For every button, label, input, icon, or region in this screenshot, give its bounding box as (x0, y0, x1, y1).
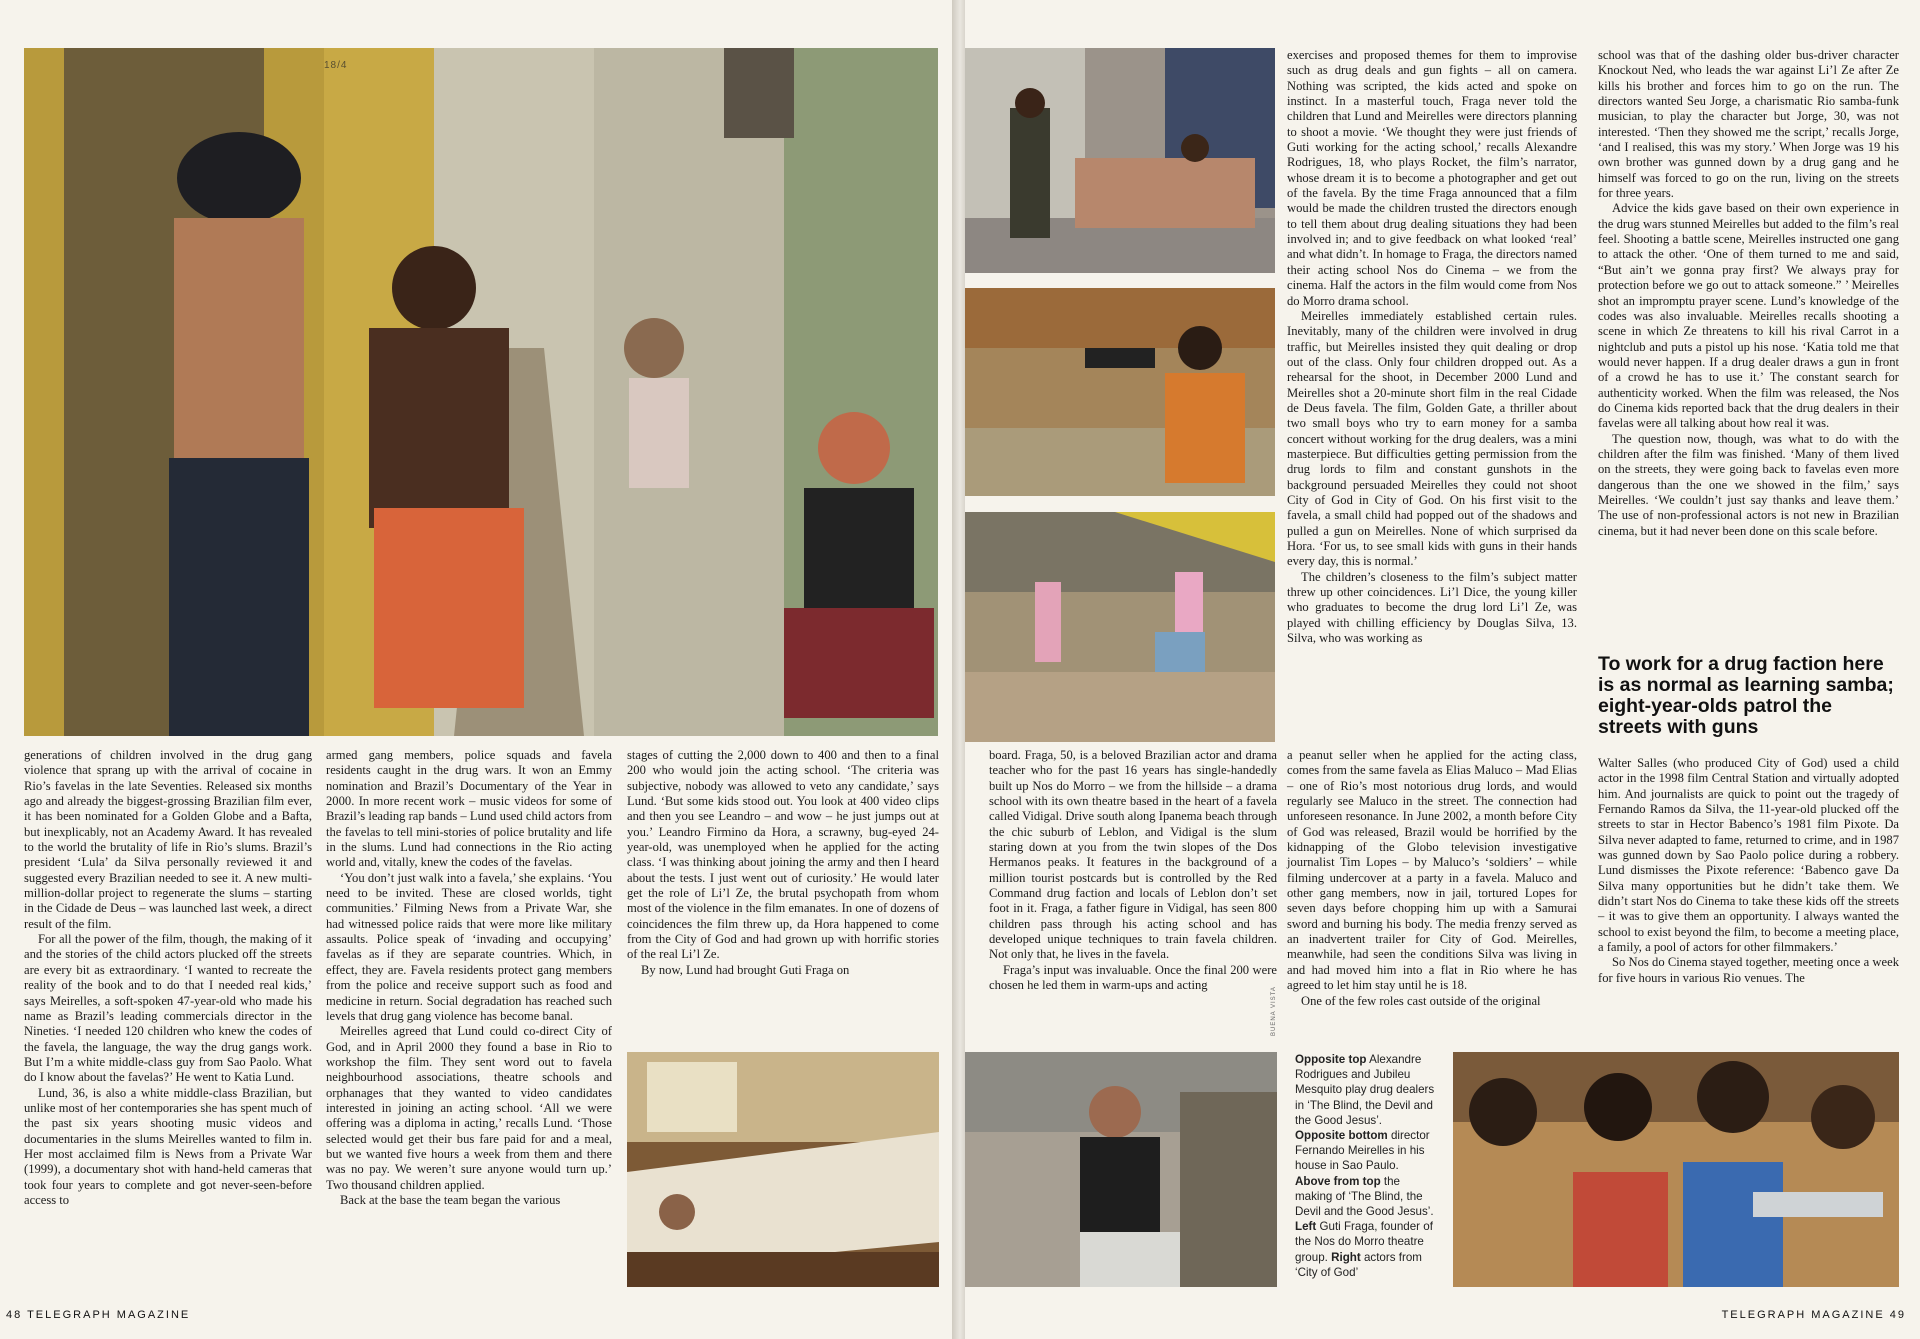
paragraph: Advice the kids gave based on their own experience in the drug wars stunned Meirelles but added to the film’s real feel. Shooting a battle scene, Meirelles instructed one gang to attack the other. ‘One of them turned to me and said, “But ain’t we gonna pray first? We always pray for protection before we go out to attack someone.” ’ Meirelles shot an impromptu prayer scene. Lund’s knowledge of the codes was also invaluable. Meirelles recalls shooting a scene in which Ze threatens to kill his rival Carrot in a nightclub and puts a pistol up his nose. ‘Katia told me that would never happen. If a drug dealer draws a gun in front of a crowd he has to use it.’ The constant search for authenticity worked. When the film was released, the Nos do Cinema kids reported back that the drug dealers in their favelas were all talking about how real it was. (1598, 201, 1899, 431)
paragraph: So Nos do Cinema stayed together, meeting once a week for five hours in various Rio venues. The (1598, 955, 1899, 985)
paragraph: generations of children involved in the drug gang violence that sprang up with the arrival of cocaine in Rio’s favelas in the late Seventies. Released six months ago and already the biggest-grossing Brazilian film ever, it has been nominated for a Golden Globe and a Bafta, but inexplicably, not an Academy Award. It has revealed to the world the brutality of life in Rio’s slums. Brazil’s president ‘Lula’ da Silva personally reviewed it and suggested every Brazilian needed to see it. A new multi-million-dollar project to regenerate the slums – starting in the Cidade de Deus – was launched last week, a direct result of the film. (24, 748, 312, 931)
paragraph: exercises and proposed themes for them to improvise such as drug deals and gun fights – all on camera. Nothing was scripted, the kids acted and spoke on instinct. In a masterful touch, Fraga never told the children that Lund and Meirelles were directors planning to shoot a movie. ‘We thought they were just friends of Guti working for the acting school,’ recalls Alexandre Rodrigues, 18, who plays Rocket, the film’s narrator, whose dream it is to become a photographer and get out of the favela. By the time Fraga announced that a film would be made the children trusted the directors enough to tell them about drug dealing situations they had been involved in; and to give feedback on what looked ‘real’ and what didn’t. In homage to Fraga, the directors named their acting school Nos do Cinema – we from the cinema. Half the actors in the film would come from Nos do Morro drama school. (1287, 48, 1577, 308)
paragraph: school was that of the dashing older bus-driver character Knockout Ned, who leads the war against Li’l Ze after Ze kills his brother and forces him to go on the run. The directors wanted Seu Jorge, a charismatic Rio samba-funk musician, to play the character but Jorge, 30, was not interested. ‘Then they showed me the script,’ recalls Jorge, ‘and I realised, this was my story.’ When Jorge was 19 his own brother was gunned down by a drug gang and he himself was forced to go on the run, living on the streets for three years. (1598, 48, 1899, 201)
photo-drug-dealers-alley (24, 48, 938, 736)
actors-illustration (1453, 1052, 1899, 1287)
paragraph: For all the power of the film, though, the making of it and the stories of the child actors plucked off the streets are every bit as extraordinary. ‘I wanted to recreate the reality of the book and to do that I needed real kids,’ says Meirelles, a soft-spoken 47-year-old who made his name as Brazil’s leading commercials director in the Nineties. ‘I needed 120 children who knew the codes of the favela, the language, the way the drug gangs work. But I’m a white middle-class guy from Sao Paolo. What do I know about the favelas?’ He went to Katia Lund. (24, 932, 312, 1085)
caption-right-label: Right (1331, 1250, 1361, 1264)
photo-meirelles-hammock (627, 1052, 939, 1287)
paragraph: armed gang members, police squads and favela residents caught in the drug wars. It won an Emmy nomination and Brazil’s Documentary of the Year in 2000. In more recent work – music videos for some of Brazil’s leading rap bands – Lund used child actors from the favelas to tell mini-stories of police brutality and life in the slums. Lund had connections in the Rio acting world and, vitally, knew the codes of the favelas. (326, 748, 612, 870)
paragraph: Meirelles immediately established certain rules. Inevitably, many of the children were involved in drug traffic, but Meirelles insisted they quit dealing or drop out of the class. Only four children dropped out. As a rehearsal for the shoot, in December 2000 Lund and Meirelles shot a 20-minute short film in the real Cidade de Deus favela. The film, Golden Gate, a thriller about two small boys who try to earn money for a samba concert without working for the drug dealers, was a mini masterpiece. But difficulties getting permission from the drug lords to film and constant gunshots in the background persuaded Meirelles they could not shoot City of God in City of God. On his first visit to the favela, a small child had popped out of the shadows and pulled a gun on Meirelles. None of which surprised da Hora. ‘For us, to see small kids with guns in their hands every day, this is normal.’ (1287, 308, 1577, 569)
making-of-3-illustration (965, 512, 1275, 742)
paragraph: The children’s closeness to the film’s subject matter threw up other coincidences. Li’l Dice, the young killer who graduates to become the drug lord Li’l Ze, was played with chilling efficiency by Douglas Silva, 13. Silva, who was working as (1287, 569, 1577, 646)
right-column-1 (1287, 48, 1577, 646)
folio-left: 48 TELEGRAPH MAGAZINE (6, 1309, 191, 1321)
folio-right: TELEGRAPH MAGAZINE 49 (1721, 1309, 1906, 1321)
caption-above-label: Above from top (1295, 1174, 1381, 1188)
making-of-2-illustration (965, 288, 1275, 496)
pull-quote: To work for a drug faction here is as normal as learning samba; eight-year-olds patrol the streets with guns (1598, 653, 1894, 738)
paragraph: Lund, 36, is also a white middle-class Brazilian, but unlike most of her contemporaries she has spent much of the past six years shooting music videos and documentaries in the slums Meirelles wanted to film in. Her most acclaimed film is News from a Private War (1999), a documentary shot with hand-held cameras that took four years to complete and got never-seen-before access to (24, 1085, 312, 1207)
hammock-illustration (627, 1052, 939, 1287)
paragraph: Fraga’s input was invaluable. Once the final 200 were chosen he led them in warm-ups and acting (989, 962, 1277, 993)
photo-credit: BUENA VISTA (1271, 986, 1277, 1036)
paragraph: Walter Salles (who produced City of God) used a child actor in the 1998 film Central Station and virtually adopted him. And journalists are quick to point out the tragedy of Fernando Ramos da Silva, the 11-year-old plucked off the streets to star in Hector Babenco’s 1981 film Pixote. Da Silva never adapted to fame, returned to crime, and in 1987 was gunned down by Sao Paolo police during a robbery. Lund dismisses the Pixote reference: ‘Babenco gave Da Silva many opportunities but he didn’t take them. We didn’t start Nos do Cinema to take these kids off the streets – it was to give them an opportunity. I always wanted the school to exist beyond the film, to become a meeting place, a family, a pool of actors for other filmmakers.’ (1598, 756, 1899, 955)
right-column-3 (989, 748, 1277, 994)
caption-left-text: Guti Fraga, founder of the Nos do Morro theatre group. (1295, 1220, 1433, 1264)
right-column-4 (1287, 748, 1577, 1009)
left-column-1 (24, 748, 312, 1208)
right-page (965, 0, 1920, 1339)
caption-opp-top-text: Alexandre Rodrigues and Jubileu Mesquito play drug dealers in ‘The Blind, the Devil and the Good Jesus’. (1295, 1053, 1435, 1127)
photo-city-of-god-actors (1453, 1052, 1899, 1287)
paragraph: board. Fraga, 50, is a beloved Brazilian actor and drama teacher who for the past 16 years has single-handedly built up Nos do Morro – we from the hillside – a drama school with its own theatre based in the heart of a favela called Vidigal. Drive south along Ipanema beach through the chic suburb of Leblon, and Vidigal is the slum staring down at you from the twin slopes of the Dos Hermanos peaks. It features in the background of a million tourist postcards but is controlled by the Red Command drug faction and locals of Leblon don’t set foot in it. Fraga, a father figure in Vidigal, has seen 800 children pass through his acting school and has developed unique techniques to train favela children. Not only that, he lives in the favela. (989, 748, 1277, 962)
caption-opp-bottom-label: Opposite bottom (1295, 1129, 1388, 1143)
photo-fernando-meirelles (965, 1052, 1277, 1287)
paragraph: Meirelles agreed that Lund could co-direct City of God, and in April 2000 they found a base in Rio to workshop the film. They sent word out to favela neighbourhood associations, theatre schools and orphanages that they wanted to video candidates interested in joining an acting school. ‘All we were offering was a diploma in acting,’ recalls Lund. ‘Those selected would get their bus fare paid for and a meal, but we wanted five hours a week from them and there was no pay. We weren’t sure anyone would turn up.’ Two thousand children applied. (326, 1024, 612, 1192)
paragraph: Back at the base the team began the various (340, 1192, 561, 1207)
paragraph: One of the few roles cast outside of the original (1301, 993, 1541, 1008)
caption-opp-top-label: Opposite top (1295, 1053, 1367, 1066)
photo-caption (1295, 1052, 1435, 1280)
paragraph: ‘You don’t just walk into a favela,’ she explains. ‘You need to be invited. These are closed worlds, tight communities.’ Filming News from a Private War, she had witnessed police raids that were more like military assaults. Police speak of ‘invading and occupying’ favelas as if they are separate countries. Which, in effect, they are. Favela residents protect gang members from the police and receive support such as food and medicine in return. Social degradation has reached such levels that drug gang violence has become banal. (326, 870, 612, 1023)
caption-above-text: the making of ‘The Blind, the Devil and the Good Jesus’. (1295, 1174, 1434, 1219)
left-column-3 (627, 748, 939, 978)
alley-illustration (24, 48, 938, 736)
photo-making-of-2 (965, 288, 1275, 496)
meirelles-illustration (965, 1052, 1277, 1287)
right-column-5 (1598, 756, 1899, 986)
photo-making-of-3 (965, 512, 1275, 742)
paragraph: stages of cutting the 2,000 down to 400 and then to a final 200 who would join the acting school. ‘The criteria was subjective, nobody was allowed to veto any candidate,’ says Lund. ‘But some kids stood out. You look at 400 video clips and then you see Leandro – and wow – he just jumps out at you.’ Leandro Firmino da Hora, a scrawny, bug-eyed 24-year-old, was unemployed when he applied for the acting class. ‘I was thinking about joining the army and then I heard about the tests. I just went out of curiosity.’ He would later get the role of Li’l Ze, the brutal psychopath from whom most of the violence in the film emanates. In one of dozens of coincidences the film threw up, da Hora happened to come from the City of God and had grown up with horrific stories of the real Li’l Ze. (627, 748, 939, 962)
right-column-2 (1598, 48, 1899, 539)
photo-sign-label: 18/4 (324, 60, 348, 71)
caption-left-label: Left (1295, 1220, 1317, 1234)
photo-making-of-1 (965, 48, 1275, 273)
making-of-1-illustration (965, 48, 1275, 273)
caption-right-text: actors from ‘City of God’ (1295, 1250, 1422, 1279)
caption-opp-bottom-text: director Fernando Meirelles in his house in Sao Paulo. (1295, 1129, 1430, 1173)
left-column-2 (326, 748, 612, 1208)
paragraph: By now, Lund had brought Guti Fraga on (641, 962, 850, 977)
paragraph: The question now, though, was what to do with the children after the film was finished. ‘Many of them lived on the streets, they were going back to favelas even more dangerous than the one we showed in the film,’ says Meirelles. ‘We couldn’t just say thanks and leave them.’ The use of non-professional actors is not new in Brazilian cinema, but it had never been done on this scale before. (1598, 431, 1899, 538)
paragraph: a peanut seller when he applied for the acting class, comes from the same favela as Elias Maluco – Mad Elias – one of Rio’s most notorious drug lords, and would regularly see Maluco in the street. The connection had unforeseen resonance. In June 2002, a month before City of God was released, Brazil would be horrified by the kidnapping of the Globo television investigative journalist Tim Lopes – by Maluco’s ‘soldiers’ – while filming undercover at a party in a favela. Maluco and other gang members, now in jail, tortured Lopes for seven days before chopping him up with a Samurai sword and burning his body. The media frenzy served as an inadvertent trailer for City of God. Meirelles, meanwhile, had seen the conditions Silva was living in and had moved him into a flat in Rio where he has agreed to let him stay until he is 18. (1287, 748, 1577, 993)
left-page (0, 0, 955, 1339)
